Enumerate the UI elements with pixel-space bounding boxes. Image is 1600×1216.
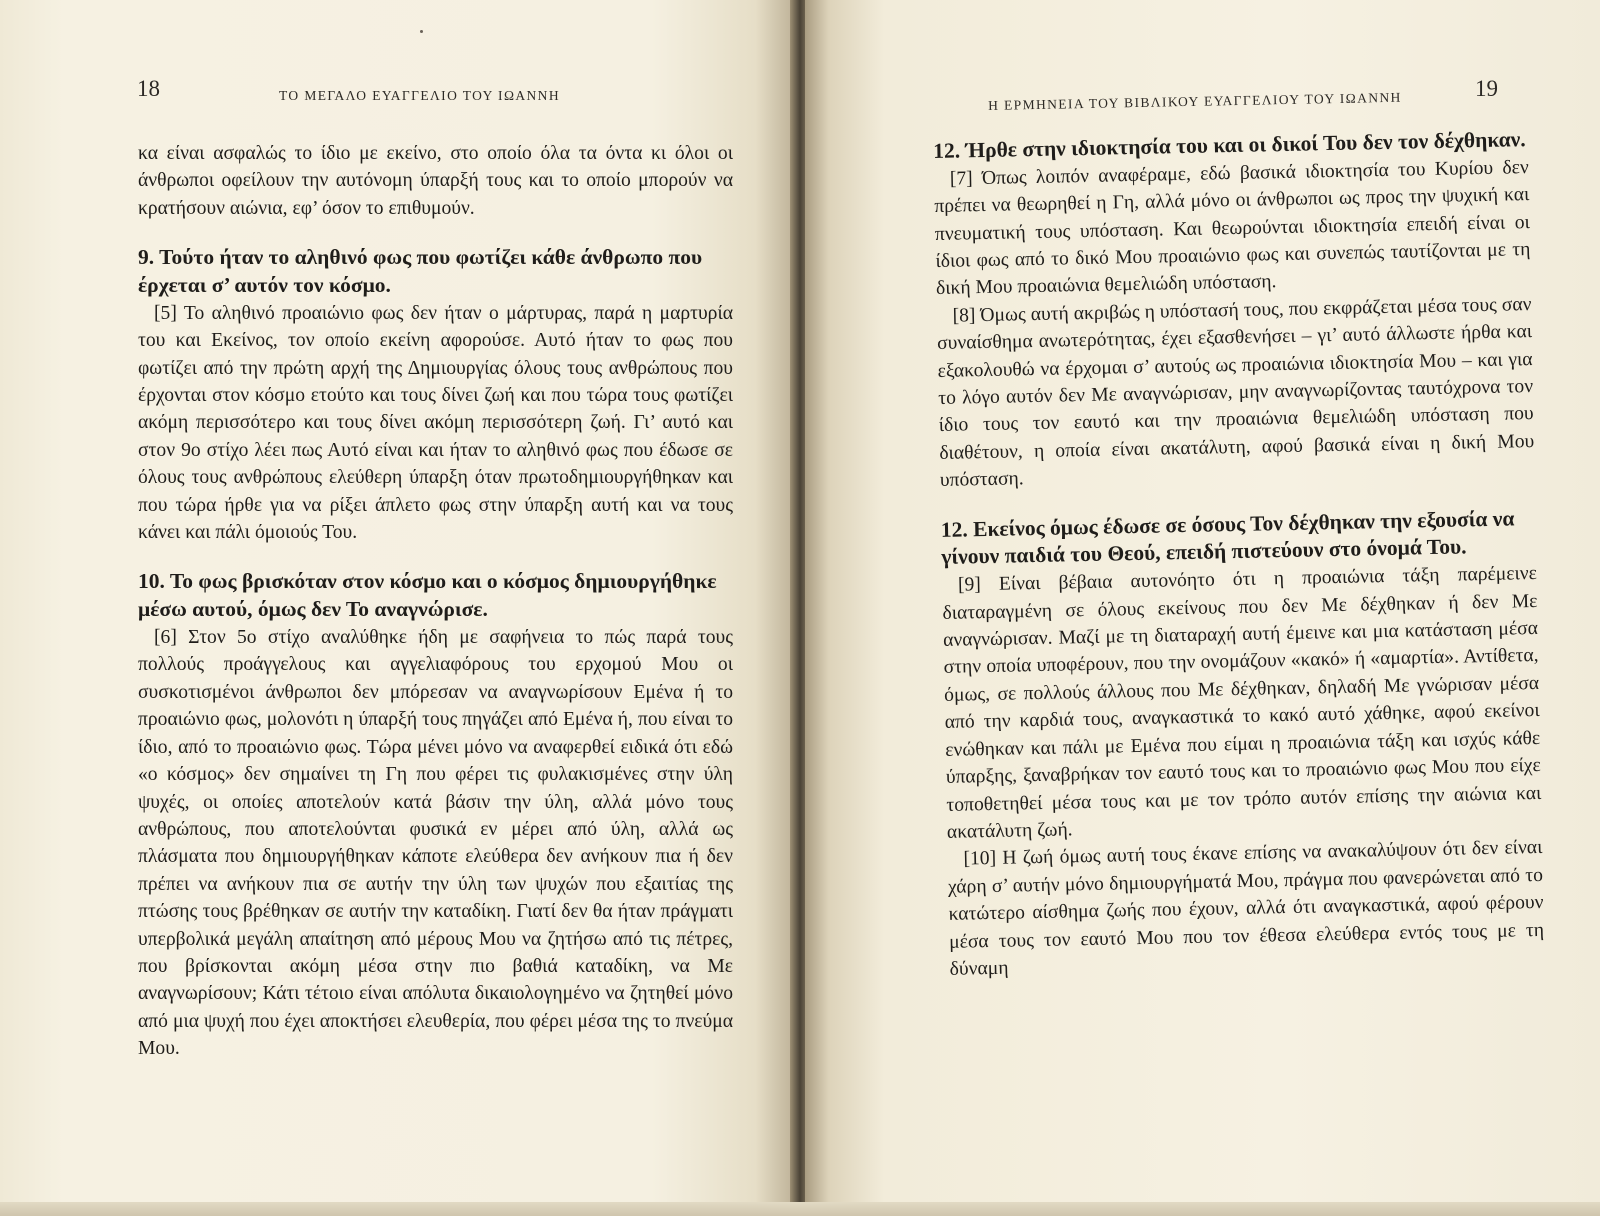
paragraph: [10] Η ζωή όμως αυτή τους έκανε επίσης να ανακαλύψουν ότι δεν είναι χάρη σ’ αυτήν μόνο δημιουργήματά Μου, πράγμα που φανερώνεται από το κατώτερο αίσθημα ζωής που έχουν, αλλά ότι αναγκαστικά, αφού φέρουν μέσα τους τον εαυτό Μου που τον έθεσα ελεύθερα εντός τους με τη δύναμη [947, 837, 1545, 980]
paragraph: [6] Στον 5ο στίχο αναλύθηκε ήδη με σαφήνεια το πώς παρά τους πολλούς προάγγελους και αγγελιαφόρους του ερχομού Μου οι συσκοτισμένοι άνθρωποι δεν μπόρεσαν να αναγνωρίσουν Εμένα ή το προαιώνιο φως, μολονότι η ύπαρξή τους πηγάζει από Εμένα ή, που είναι το ίδιο, από το προαιώνιο φως. Τώρα μένει μόνο να αναφερθεί ειδικά ότι εδώ «ο κόσμος» δεν σημαίνει τη Γη που φέρει τις φυλακισμένες στην ύλη ψυχές, οι οποίες αποτελούν κατά βάσιν την ύλη, αλλά μόνο τους ανθρώπους, που αποτελούνται φυσικά εν μέρει από ύλη, αλλά ως πλάσματα που δημιουργήθηκαν κάποτε ελεύθερα δεν ανήκουν πια ή δεν πρέπει να ανήκουν πια σε αυτήν την ύλη των ψυχών που εξαιτίας της πτώσης τους βρέθηκαν σε αυτήν την καταδίκη. Γιατί δεν θα ήταν πράγματι υπερβολικά μεγάλη απαίτηση από μέρους Μου να ζητήσω από τις πέτρες, που βρίσκονται ακόμη μέσα στην πιο βαθιά καταδίκη, να Με αναγνωρίσουν; Κάτι τέτοιο είναι απόλυτα δικαιολογημένο να ζητηθεί μόνο από μια ψυχή που έχει αποκτήσει ελευθερία, που φέρει μέσα της το πνεύμα Μου. [138, 627, 733, 1060]
paragraph: κα είναι ασφαλώς το ίδιο με εκείνο, στο οποίο όλα τα όντα κι όλοι οι άνθρωποι οφείλουν την αυτόνομη ύπαρξή τους και το οποίο μπορούν να κρατήσουν αιώνια, εφ’ όσον το επιθυμούν. [138, 143, 733, 219]
verse-heading: 10. Το φως βρισκόταν στον κόσμο και ο κόσμος δημιουργήθηκε μέσω αυτού, όμως δεν Το αναγνώρισε. [138, 569, 717, 622]
page-number: 19 [1475, 76, 1498, 101]
paper-speck [420, 30, 423, 33]
running-head: ΤΟ ΜΕΓΑΛΟ ΕΥΑΓΓΕΛΙΟ ΤΟΥ ΙΩΑΝΝΗ [279, 88, 560, 103]
verse-heading: 12. Ήρθε στην ιδιοκτησία του και οι δικοί Του δεν τον δέχθηκαν. [933, 127, 1526, 163]
paragraph: [5] Το αληθινό προαιώνιο φως δεν ήταν ο μάρτυρας, παρά η μαρτυρία του και Εκείνος, τον οποίο εκείνη αφορούσε. Αυτό ήταν το φως που φωτίζει από την πρώτη αρχή της Δημιουργίας όλους τους ανθρώπους που έρχονται στον κόσμο ετούτο και τους δίνει ζωή και που τώρα τους φωτίζει ακόμη περισσότερο και τους δίνει ακόμη περισσότερη ζωή. Γι’ αυτό και στον 9ο στίχο λέει πως Αυτό είναι και ήταν το αληθινό φως που έδωσε σε όλους τους ανθρώπους ελεύθερη ύπαρξη όταν πρωτοδημιουργήθηκαν και που τώρα ήρθε για να ρίξει άπλετο φως στην ύπαρξη αυτή και να τους κάνει και πάλι όμοιούς Του. [138, 302, 733, 544]
text-column [933, 126, 1545, 983]
page-number: 18 [137, 76, 160, 101]
verse-heading: 12. Εκείνος όμως έδωσε σε όσους Τον δέχθηκαν την εξουσία να γίνουν παιδιά του Θεού, επειδή πιστεύουν στο όνομά Του. [940, 506, 1515, 570]
paragraph: [7] Όπως λοιπόν αναφέραμε, εδώ βασικά ιδιοκτησία του Κυρίου δεν πρέπει να θεωρηθεί η Γη, αλλά μόνο οι άνθρωποι ως προς την ψυχική και πνευματική τους υπόσταση. Και θεωρούνται ιδιοκτησία επειδή είναι οι ίδιοι φως από το δικό Μου προαιώνιο φως και συνεπώς ταυτίζονται με τη δική Μου προαιώνια θεμελιώδη υπόσταση. [934, 156, 1531, 300]
running-head: Η ΕΡΜΗΝΕΙΑ ΤΟΥ ΒΙΒΛΙΚΟΥ ΕΥΑΓΓΕΛΙΟΥ ΤΟΥ ΙΩΑΝΝΗ [988, 89, 1402, 113]
right-page [805, 0, 1600, 1216]
verse-heading: 9. Τούτο ήταν το αληθινό φως που φωτίζει κάθε άνθρωπο που έρχεται σ’ αυτόν τον κόσμο. [138, 245, 703, 298]
text-column [138, 140, 733, 1063]
left-page [0, 0, 795, 1216]
paragraph: [9] Είναι βέβαια αυτονόητο ότι η προαιώνια τάξη παρέμεινε διαταραγμένη σε όλους εκείνους που δεν Με δέχθηκαν ή δεν Με αναγνώρισαν. Μαζί με τη διαταραχή αυτή έμεινε και μια κατάσταση μέσα στην οποία υποφέρουν, που την ονομάζουν «κακό» ή «αμαρτία». Αντίθετα, όμως, σε πολλούς άλλους που Με δέχθηκαν, δηλαδή Με γνώρισαν μέσα από την καρδιά τους, αναγκαστικά το κακό αυτό χάθηκε, αφού εκείνοι ενώθηκαν και πάλι με Εμένα που είμαι η προαιώνια τάξη και ισχύς κάθε ύπαρξης, ξαναβρήκαν τον εαυτό τους και το προαιώνιο φως Μου που είχε τοποθετηθεί μέσα τους και με τον τρόπο αυτόν επίσης την αιώνια και ακατάλυτη ζωή. [942, 563, 1542, 843]
paragraph: [8] Όμως αυτή ακριβώς η υπόστασή τους, που εκφράζεται μέσα τους σαν συναίσθημα ανωτερότητας, έχει εξασθενήσει – γι’ αυτό άλλωστε ήρθα και εξακολουθώ να έρχομαι σ’ αυτούς ως προαιώνια ιδιοκτησία Μου – και για το λόγο αυτόν δεν Με αναγνώρισαν, μην αναγνωρίζοντας ταυτόχρονα τον ίδιο τους τον εαυτό και την προαιώνια θεμελιώδη υπόσταση που διαθέτουν, η οποία είναι ακατάλυτη, αφού βασικά είναι η δική Μου υπόσταση. [936, 293, 1535, 492]
page-bottom-edge [0, 1202, 1600, 1216]
